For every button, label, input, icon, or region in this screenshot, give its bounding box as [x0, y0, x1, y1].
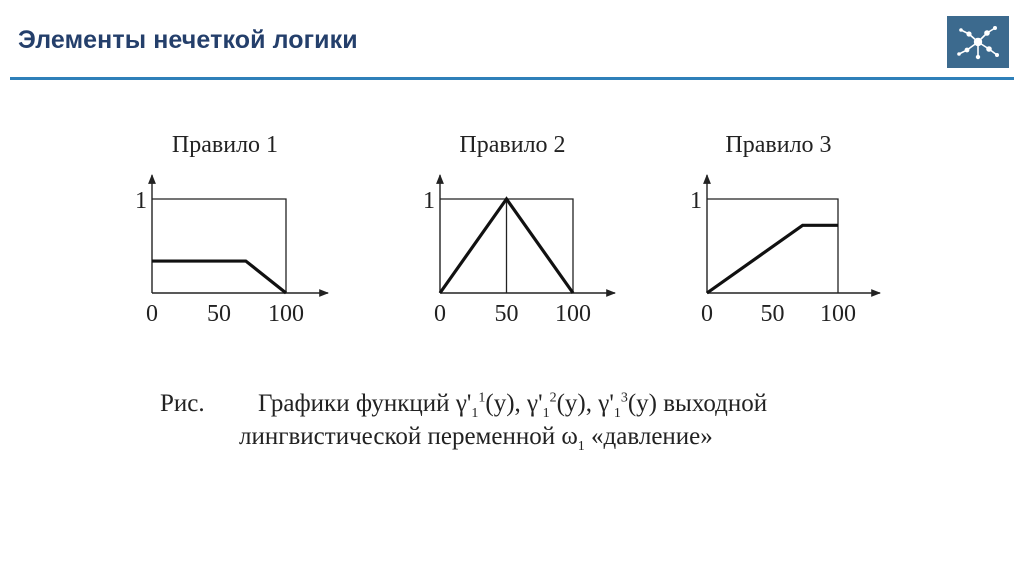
caption-text-3: (y), [556, 390, 599, 417]
x-tick-label: 100 [555, 301, 591, 327]
chart-2 [423, 132, 615, 327]
gamma-sup: 2 [549, 390, 557, 406]
caption-text-1: Графики функций [258, 390, 456, 417]
gamma-symbol: γ' [598, 390, 614, 417]
x-tick-label: 50 [760, 301, 785, 327]
chart-title: Правило 2 [459, 132, 566, 158]
x-tick-label: 100 [268, 301, 304, 327]
omega-sub: 1 [577, 439, 585, 454]
chart-3 [690, 132, 880, 327]
y-tick-label: 1 [135, 188, 147, 214]
x-tick-label: 50 [207, 301, 231, 327]
figure-caption [160, 387, 920, 453]
x-tick-label: 0 [146, 301, 158, 327]
page-title: Элементы нечеткой логики [18, 26, 358, 54]
gamma-sub: 1 [613, 406, 621, 421]
x-tick-label: 0 [434, 301, 446, 327]
chart-title: Правило 3 [725, 132, 832, 158]
gamma-sup: 1 [478, 390, 486, 406]
gamma-symbol: γ' [455, 390, 472, 417]
caption-text-4: (y) выходной [627, 390, 768, 417]
chart-title: Правило 1 [171, 132, 279, 158]
gamma-sup: 3 [620, 390, 628, 406]
y-tick-label: 1 [690, 188, 702, 214]
chart-1 [135, 132, 328, 327]
caption-text-6: «давление» [584, 423, 713, 450]
caption-text-5: лингвистической переменной ω [239, 423, 578, 450]
x-tick-label: 50 [494, 301, 519, 327]
gamma-symbol: γ' [527, 390, 543, 417]
caption-label: Рис. [160, 390, 205, 417]
y-tick-label: 1 [423, 188, 435, 214]
gamma-sub: 1 [542, 406, 550, 421]
x-tick-label: 100 [820, 301, 856, 327]
x-tick-label: 0 [701, 301, 713, 327]
series-line [707, 225, 838, 293]
series-line [152, 261, 286, 293]
caption-text-2: (y), [485, 390, 528, 417]
gamma-sub: 1 [471, 406, 479, 421]
